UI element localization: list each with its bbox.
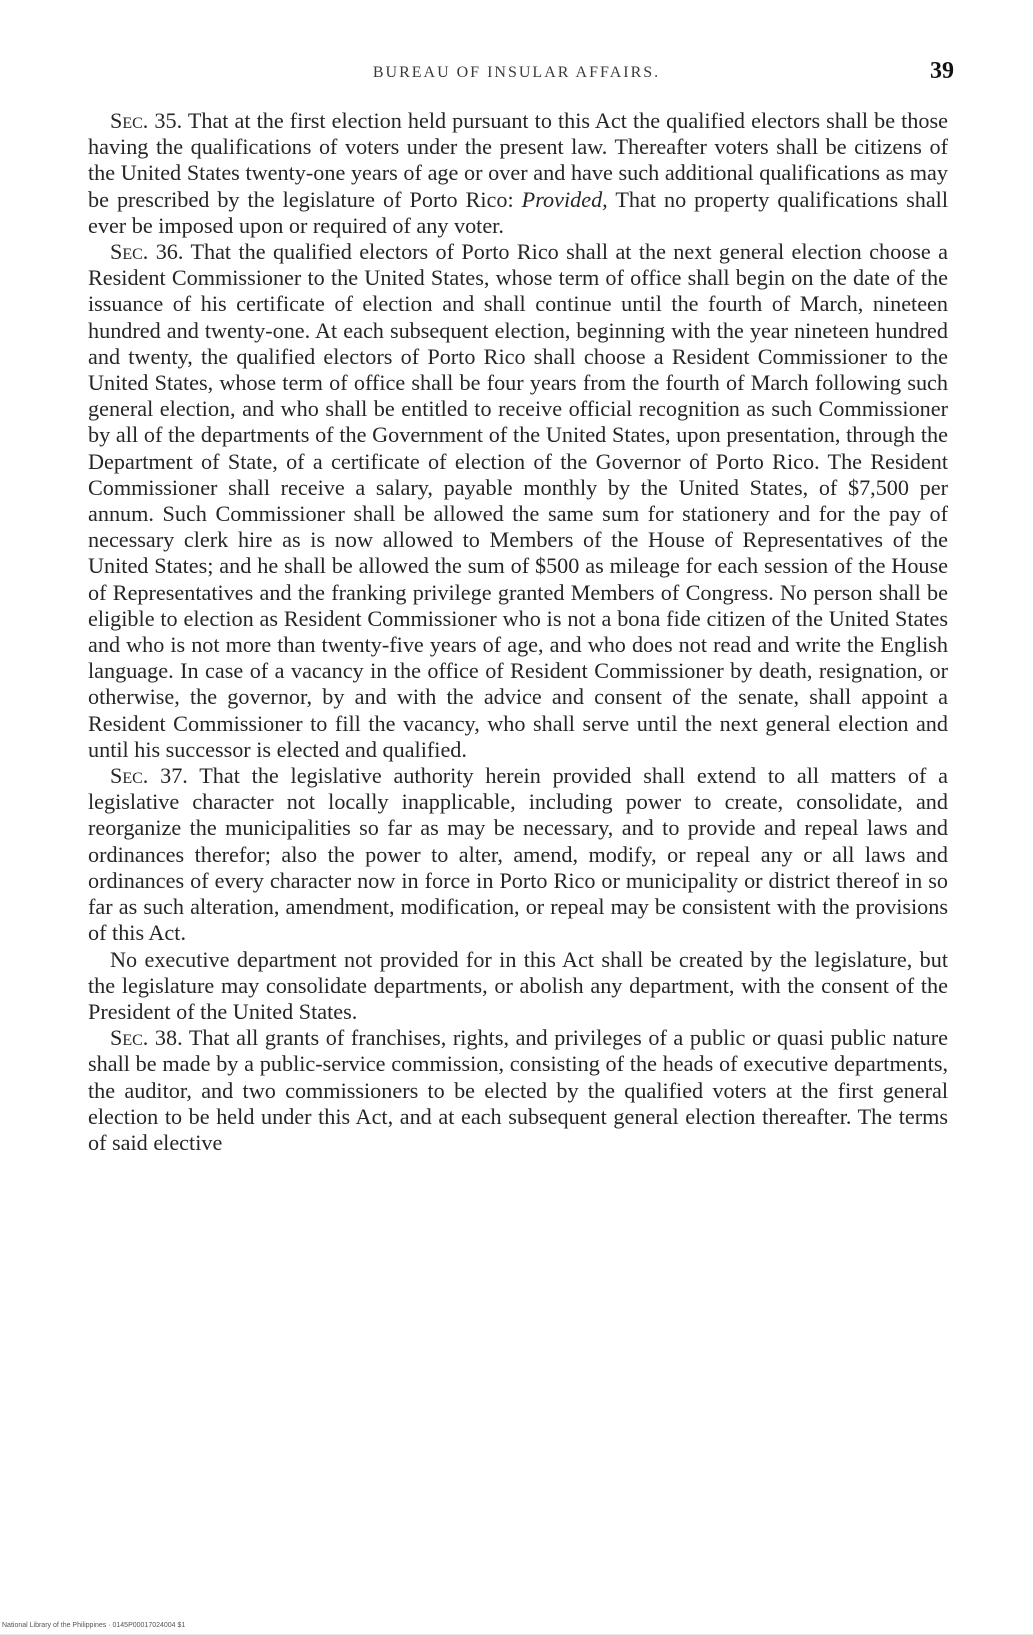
- section-35-paragraph: [88, 108, 948, 239]
- page-header: [85, 58, 954, 88]
- section-label: Sec. 38.: [110, 1025, 183, 1051]
- body-text: [88, 108, 948, 1156]
- scan-footer-caption: National Library of the Philippines · 0145P00017024004 $1: [2, 1622, 186, 1629]
- section-text: That at the first election held pursuant to this Act the qualified electors shall be those having the qualifications of voters under the present law. Thereafter voters shall be citizens of the United States twenty-one years of age or over and have such additional qualifications as may be prescribed by the legislature of Porto Rico:: [88, 108, 948, 212]
- section-text: That the legislative authority herein provided shall extend to all matters of a legislative character not locally inapplicable, including power to create, consolidate, and reorganize the municipalities so far as may be necessary, and to provide and repeal laws and ordinances therefor; also the power to alter, amend, modify, or repeal any or all laws and ordinances of every character now in force in Porto Rico or municipality or district thereof in so far as such alteration, amendment, modification, or repeal may be consistent with the provisions of this Act.: [88, 763, 948, 946]
- section-text: That all grants of franchises, rights, and privileges of a public or quasi public nature shall be made by a public-service commission, consisting of the heads of executive departments, the auditor, and two commissioners to be elected by the qualified voters at the first general election to be held under this Act, and at each subsequent general election thereafter. The terms of said elective: [88, 1025, 948, 1155]
- section-text: No executive department not provided for in this Act shall be created by the legislature, but the legislature may consolidate departments, or abolish any department, with the consent of the President of the United States.: [88, 946, 948, 1024]
- section-label: Sec. 37.: [110, 763, 188, 789]
- page-number: 39: [930, 58, 954, 84]
- section-36-paragraph: [88, 239, 948, 763]
- section-37-paragraph: [88, 763, 948, 946]
- section-label: Sec. 35.: [110, 108, 183, 133]
- section-text: That the qualified electors of Porto Rico shall at the next general election choose a Resident Commissioner to the United States, whose term of office shall begin on the date of the issuance of his certificate of election and shall continue until the fourth of March, nineteen hundred and twenty-one. At each subsequent election, beginning with the year nineteen hundred and twenty, the qualified electors of Porto Rico shall choose a Resident Commissioner to the United States, whose term of office shall be four years from the fourth of March following such general election, and who shall be entitled to receive official recognition as such Commissioner by all of the departments of the Government of the United States, upon presentation, through the Department of State, of a certificate of election of the Governor of Porto Rico. The Resident Commissioner shall receive a salary, payable monthly by the United States, of $7,500 per annum. Such Commissioner shall be allowed the same sum for stationery and for the pay of necessary clerk hire as is now allowed to Members of the House of Representatives of the United States; and he shall be allowed the sum of $500 as mileage for each session of the House of Representatives and the franking privilege granted Members of Congress. No person shall be eligible to election as Resident Commissioner who is not a bona fide citizen of the United States and who is not more than twenty-five years of age, and who does not read and write the English language. In case of a vacancy in the office of Resident Commissioner by death, resignation, or otherwise, the governor, by and with the advice and consent of the senate, shall appoint a Resident Commissioner to fill the vacancy, who shall serve until the next general election and until his successor is elected and qualified.: [88, 239, 948, 762]
- section-label: Sec. 36.: [110, 239, 184, 265]
- proviso-label: Provided,: [521, 186, 608, 212]
- section-38-paragraph: [88, 1025, 948, 1156]
- executive-department-paragraph: [88, 947, 948, 1026]
- running-head: BUREAU OF INSULAR AFFAIRS.: [372, 64, 661, 81]
- proviso-text: That no property qualifications shall ever be imposed upon or required of any voter.: [88, 186, 948, 238]
